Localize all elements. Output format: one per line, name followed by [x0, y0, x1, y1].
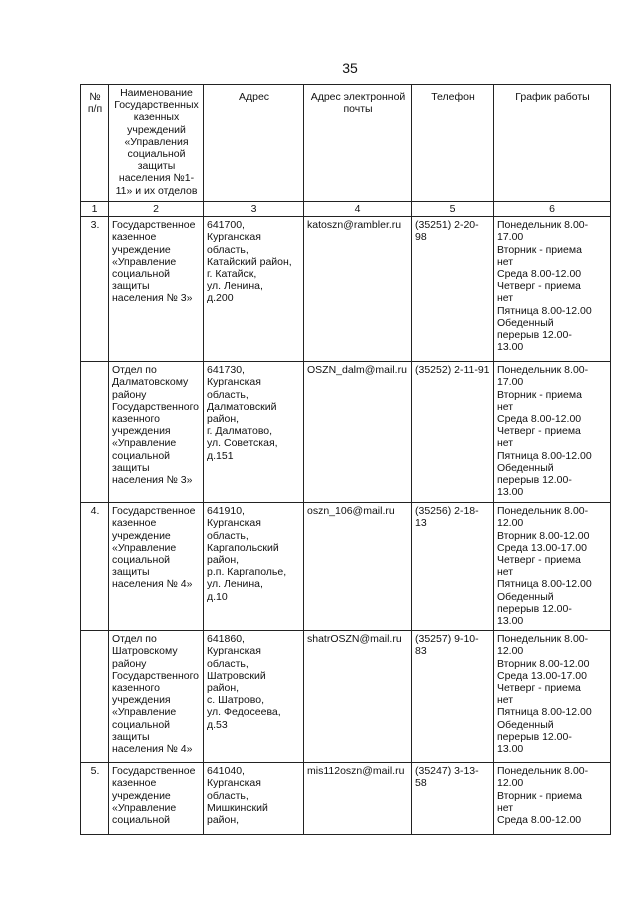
cell-line: ул. Ленина, [207, 578, 263, 591]
cell-line: Понедельник 8.00- [497, 633, 589, 646]
phone-cell [412, 503, 494, 631]
cell-line: нет [497, 437, 514, 450]
cell-line: г. Катайск, [207, 268, 257, 281]
cell-line: защиты [112, 461, 150, 474]
row-number: 4. [81, 503, 109, 631]
cell-line: 83 [415, 645, 427, 658]
cell-line: «Управление [112, 706, 177, 719]
cell-line: oszn_106@mail.ru [307, 505, 395, 518]
cell-line: 17.00 [497, 231, 524, 244]
cell-line: «Управление [112, 437, 177, 450]
cell-line: Вторник - приема [497, 789, 582, 802]
cell-line: Обеденный [497, 316, 554, 329]
cell-line: д.10 [207, 590, 228, 603]
cell-line: 13.00 [497, 743, 524, 756]
address-cell [204, 503, 304, 631]
cell-line: 12.00 [497, 777, 524, 790]
cell-line: «Управление [112, 801, 177, 814]
cell-line: район, [207, 554, 240, 567]
cell-line: 11» и их отделов [115, 184, 198, 197]
cell-line: населения № 3» [112, 292, 193, 305]
cell-line: учреждения [112, 694, 171, 707]
phone-cell [412, 631, 494, 763]
cell-line: учреждения [112, 425, 171, 438]
cell-line: 641040, [207, 765, 245, 778]
column-number: 1 [81, 202, 109, 217]
institution-name [109, 763, 204, 835]
cell-line: 98 [415, 231, 427, 244]
address-cell [204, 362, 304, 503]
header-schedule [494, 85, 611, 202]
institution-name [109, 362, 204, 503]
cell-line: Вторник 8.00-12.00 [497, 657, 590, 670]
cell-line: Государственное [112, 765, 196, 778]
table-row [81, 631, 611, 763]
cell-line: Государственных [114, 99, 199, 112]
email-cell [304, 362, 412, 503]
header-number [81, 85, 109, 202]
cell-line: Понедельник 8.00- [497, 765, 589, 778]
cell-line: shatrOSZN@mail.ru [307, 633, 402, 646]
cell-line: защиты [112, 280, 150, 293]
cell-line: mis112oszn@mail.ru [307, 765, 405, 778]
cell-line: График работы [515, 91, 590, 103]
table-row [81, 362, 611, 503]
cell-line: нет [497, 566, 514, 579]
cell-line: населения № 4» [112, 578, 193, 591]
cell-line: учреждение [112, 529, 171, 542]
cell-line: область, [207, 529, 249, 542]
cell-line: Телефон [431, 91, 475, 103]
column-number-row [81, 202, 611, 217]
email-cell [304, 631, 412, 763]
column-number: 3 [204, 202, 304, 217]
cell-line: Понедельник 8.00- [497, 505, 589, 518]
cell-line: «Управления [124, 135, 189, 148]
cell-line: Адрес [238, 91, 270, 103]
header-address [204, 85, 304, 202]
cell-line: область, [207, 388, 249, 401]
cell-line: защиты [112, 566, 150, 579]
cell-line: Среда 8.00-12.00 [497, 814, 582, 827]
cell-line: казенного [112, 413, 160, 426]
cell-line: Катайский район, [207, 255, 292, 268]
cell-line: OSZN_dalm@mail.ru [307, 364, 407, 377]
cell-line: 17.00 [497, 376, 524, 389]
cell-line: (35252) 2-11-91 [415, 364, 490, 377]
cell-line: Шатровскому [112, 645, 178, 658]
header-email [304, 85, 412, 202]
cell-line: д.151 [207, 449, 234, 462]
schedule-cell [494, 503, 611, 631]
cell-line: (35251) 2-20- [415, 219, 479, 232]
cell-line: Шатровский [207, 669, 266, 682]
institution-name [109, 631, 204, 763]
cell-line: Понедельник 8.00- [497, 364, 589, 377]
cell-line: с. Шатрово, [207, 694, 265, 707]
cell-line: 13.00 [497, 615, 524, 628]
row-number [81, 631, 109, 763]
cell-line: населения № 4» [112, 743, 193, 756]
cell-line: (35257) 9-10- [415, 633, 479, 646]
cell-line: район, [207, 682, 240, 695]
cell-line: нет [497, 400, 514, 413]
cell-line: д.200 [207, 292, 234, 305]
table-row [81, 217, 611, 362]
column-number: 6 [494, 202, 611, 217]
cell-line: (35247) 3-13- [415, 765, 479, 778]
institution-name [109, 217, 204, 362]
cell-line: Среда 8.00-12.00 [497, 413, 582, 426]
cell-line: Четверг - приема [497, 554, 581, 567]
cell-line: району [112, 657, 147, 670]
cell-line: ул. Федосеева, [207, 706, 281, 719]
cell-line: социальной [112, 554, 171, 567]
cell-line: Курганская [207, 777, 261, 790]
cell-line: «Управление [112, 541, 177, 554]
cell-line: Государственного [112, 400, 200, 413]
cell-line: Вторник 8.00-12.00 [497, 529, 590, 542]
cell-line: katoszn@rambler.ru [307, 219, 402, 232]
row-number [81, 362, 109, 503]
cell-line: 12.00 [497, 645, 524, 658]
cell-line: 13 [415, 517, 427, 530]
cell-line: область, [207, 657, 249, 670]
header-name [109, 85, 204, 202]
cell-line: социальной [112, 814, 171, 827]
cell-line: Четверг - приема [497, 682, 581, 695]
phone-cell [412, 217, 494, 362]
cell-line: Вторник - приема [497, 243, 582, 256]
row-number: 3. [81, 217, 109, 362]
cell-line: 641910, [207, 505, 245, 518]
cell-line: Адрес электронной [310, 91, 406, 103]
email-cell [304, 217, 412, 362]
cell-line: Мишкинский [207, 801, 268, 814]
address-cell [204, 631, 304, 763]
cell-line: Четверг - приема [497, 425, 581, 438]
cell-line: 641730, [207, 364, 245, 377]
schedule-cell [494, 217, 611, 362]
cell-line: ул. Ленина, [207, 280, 263, 293]
cell-line: учреждение [112, 789, 171, 802]
cell-line: Далматовский [207, 400, 277, 413]
cell-line: перерыв 12.00- [497, 474, 572, 487]
cell-line: казенное [112, 517, 157, 530]
phone-cell [412, 362, 494, 503]
cell-line: нет [497, 694, 514, 707]
cell-line: защиты [137, 160, 176, 173]
cell-line: учреждений [127, 123, 186, 136]
cell-line: Четверг - приема [497, 280, 581, 293]
cell-line: ул. Советская, [207, 437, 278, 450]
cell-line: область, [207, 789, 249, 802]
cell-line: Государственное [112, 505, 196, 518]
cell-line: перерыв 12.00- [497, 602, 572, 615]
cell-line: Пятница 8.00-12.00 [497, 706, 592, 719]
table-row [81, 763, 611, 835]
schedule-cell [494, 763, 611, 835]
cell-line: Пятница 8.00-12.00 [497, 449, 592, 462]
cell-line: нет [497, 255, 514, 268]
schedule-cell [494, 362, 611, 503]
cell-line: Наименование [120, 87, 193, 99]
offices-table [80, 84, 611, 835]
cell-line: 13.00 [497, 341, 524, 354]
cell-line: (35256) 2-18- [415, 505, 479, 518]
table-row [81, 503, 611, 631]
cell-line: Обеденный [497, 461, 554, 474]
page-number: 35 [342, 60, 358, 76]
cell-line: защиты [112, 730, 150, 743]
cell-line: Курганская [207, 376, 261, 389]
column-number: 4 [304, 202, 412, 217]
cell-line: г. Далматово, [207, 425, 273, 438]
cell-line: Далматовскому [112, 376, 189, 389]
cell-line: почты [343, 103, 373, 116]
column-number: 2 [109, 202, 204, 217]
cell-line: казенного [112, 682, 160, 695]
cell-line: Курганская [207, 645, 261, 658]
schedule-cell [494, 631, 611, 763]
cell-line: 12.00 [497, 517, 524, 530]
institution-name [109, 503, 204, 631]
cell-line: казенное [112, 777, 157, 790]
cell-line: нет [497, 292, 514, 305]
cell-line: перерыв 12.00- [497, 329, 572, 342]
address-cell [204, 763, 304, 835]
cell-line: Среда 13.00-17.00 [497, 669, 587, 682]
cell-line: Государственного [112, 669, 200, 682]
phone-cell [412, 763, 494, 835]
cell-line: социальной [112, 268, 171, 281]
cell-line: 641860, [207, 633, 245, 646]
cell-line: социальной [112, 449, 171, 462]
cell-line: перерыв 12.00- [497, 730, 572, 743]
cell-line: казенное [112, 231, 157, 244]
cell-line: п/п [87, 103, 103, 116]
column-number: 5 [412, 202, 494, 217]
cell-line: Пятница 8.00-12.00 [497, 304, 592, 317]
email-cell [304, 503, 412, 631]
cell-line: р.п. Каргаполье, [207, 566, 287, 579]
cell-line: населения №1- [118, 172, 195, 185]
cell-line: Отдел по [112, 364, 157, 377]
cell-line: Пятница 8.00-12.00 [497, 578, 592, 591]
cell-line: Отдел по [112, 633, 157, 646]
cell-line: Обеденный [497, 590, 554, 603]
cell-line: учреждение [112, 243, 171, 256]
header-phone [412, 85, 494, 202]
row-number: 5. [81, 763, 109, 835]
email-cell [304, 763, 412, 835]
cell-line: району [112, 388, 147, 401]
cell-line: Каргапольский [207, 541, 279, 554]
cell-line: Среда 13.00-17.00 [497, 541, 587, 554]
cell-line: 58 [415, 777, 427, 790]
cell-line: казенных [133, 111, 180, 124]
cell-line: «Управление [112, 255, 177, 268]
cell-line: Курганская [207, 517, 261, 530]
cell-line: Понедельник 8.00- [497, 219, 589, 232]
address-cell [204, 217, 304, 362]
cell-line: социальной [112, 718, 171, 731]
cell-line: социальной [127, 148, 186, 161]
cell-line: № [89, 91, 101, 103]
cell-line: Государственное [112, 219, 196, 232]
cell-line: 641700, [207, 219, 245, 232]
cell-line: Курганская [207, 231, 261, 244]
cell-line: д.53 [207, 718, 228, 731]
cell-line: район, [207, 814, 240, 827]
cell-line: Обеденный [497, 718, 554, 731]
cell-line: нет [497, 801, 514, 814]
table-header-row [81, 85, 611, 202]
cell-line: Вторник - приема [497, 388, 582, 401]
cell-line: район, [207, 413, 240, 426]
cell-line: населения № 3» [112, 474, 193, 487]
cell-line: Среда 8.00-12.00 [497, 268, 582, 281]
cell-line: 13.00 [497, 486, 524, 499]
cell-line: область, [207, 243, 249, 256]
